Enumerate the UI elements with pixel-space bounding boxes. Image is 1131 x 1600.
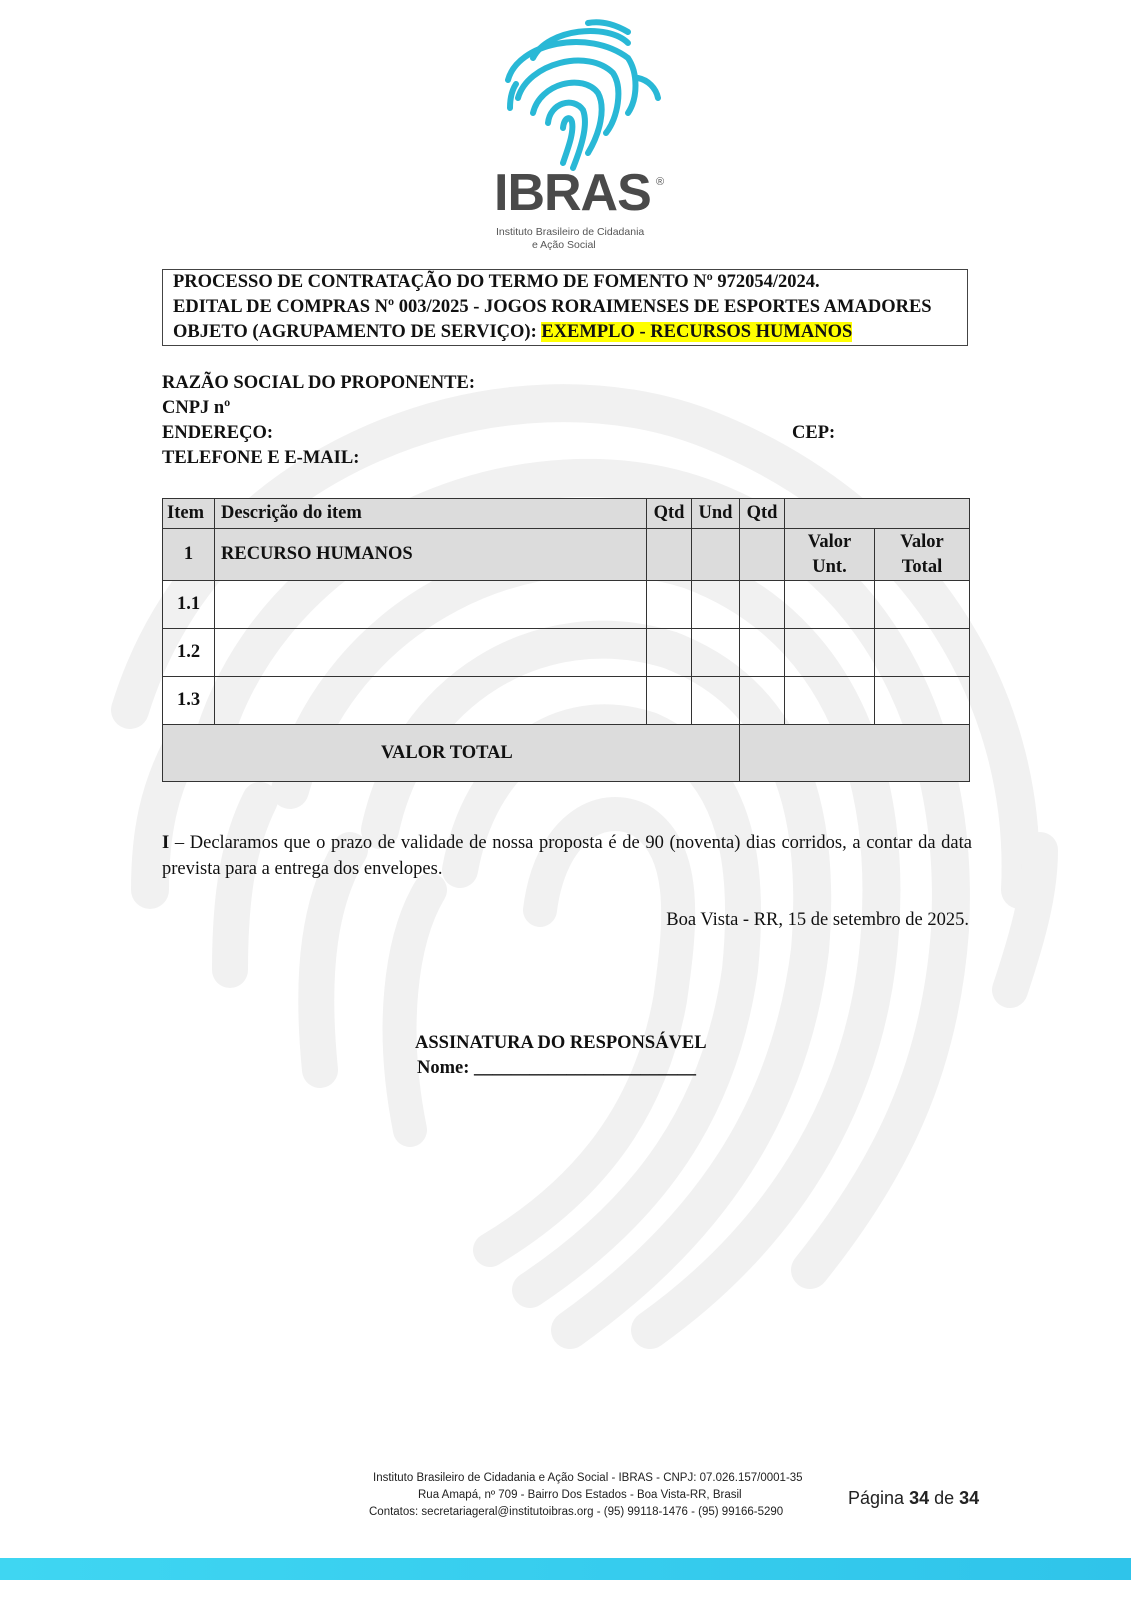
declaration-prefix: I [162,833,170,853]
process-line-2: EDITAL DE COMPRAS Nº 003/2025 - JOGOS RORAIMENSES DE ESPORTES AMADORES [173,297,932,317]
cep-label: CEP: [792,423,836,443]
row-item: 1.2 [163,629,215,677]
page-mid: de [929,1488,960,1508]
cell [647,529,692,581]
valor-total-label: VALOR TOTAL [163,725,740,782]
process-line-3 [173,322,852,343]
page-total: 34 [959,1488,980,1508]
process-info-box [162,269,968,346]
header-qtd: Qtd [647,499,692,529]
table-row [163,629,970,677]
header-descricao: Descrição do item [215,499,647,529]
registered-mark: ® [656,176,665,188]
footer-line-2: Rua Amapá, nº 709 - Bairro Dos Estados - Boa Vista-RR, Brasil [418,1489,742,1501]
cnpj-label: CNPJ nº [162,398,231,418]
header-empty [785,499,970,529]
header-valor-unt: Valor Unt. [785,529,875,581]
declaration-text: – Declaramos que o prazo de validade de nossa proposta é de 90 (noventa) dias corridos, a contar da data prevista para a entrega dos envelopes. [162,833,972,879]
logo-subtitle-2: e Ação Social [532,239,596,251]
footer-line-1: Instituto Brasileiro de Cidadania e Ação Social - IBRAS - CNPJ: 07.026.157/0001-35 [373,1472,803,1484]
header-und: Und [692,499,740,529]
row-item: 1.3 [163,677,215,725]
object-value-highlight: EXEMPLO - RECURSOS HUMANOS [541,322,853,342]
table-header-row [163,499,970,529]
object-label: OBJETO (AGRUPAMENTO DE SERVIÇO): [173,322,542,342]
group-descricao: RECURSO HUMANOS [215,529,647,581]
cell [692,529,740,581]
process-line-1: PROCESSO DE CONTRATAÇÃO DO TERMO DE FOMENTO Nº 972054/2024. [173,272,820,292]
header-item: Item [163,499,215,529]
items-table [162,498,970,782]
page-prefix: Página [848,1488,910,1508]
endereco-label: ENDEREÇO: [162,423,274,443]
group-row [163,529,970,581]
signature-name-line: Nome: ________________________ [417,1058,697,1078]
fingerprint-map-logo-icon [488,18,678,178]
header-qtd-2: Qtd [740,499,785,529]
logo-wordmark: IBRAS [494,164,651,222]
footer-line-3: Contatos: secretariageral@institutoibras.org - (95) 99118-1476 - (95) 99166-5290 [369,1506,784,1518]
razao-social-label: RAZÃO SOCIAL DO PROPONENTE: [162,373,475,393]
group-item: 1 [163,529,215,581]
logo-subtitle-1: Instituto Brasileiro de Cidadania [496,226,645,238]
header-valor-total: Valor Total [875,529,970,581]
table-row [163,581,970,629]
signature-title: ASSINATURA DO RESPONSÁVEL [415,1033,707,1053]
cell [740,529,785,581]
total-row [163,725,970,782]
ibras-logo [488,18,678,253]
row-item: 1.1 [163,581,215,629]
table-row [163,677,970,725]
declaration-paragraph [162,830,972,882]
valor-total-value [740,725,970,782]
page-current: 34 [909,1488,930,1508]
telefone-email-label: TELEFONE E E-MAIL: [162,448,360,468]
footer-color-bar [0,1558,1131,1580]
place-date: Boa Vista - RR, 15 de setembro de 2025. [666,910,969,930]
page-number [848,1488,979,1509]
